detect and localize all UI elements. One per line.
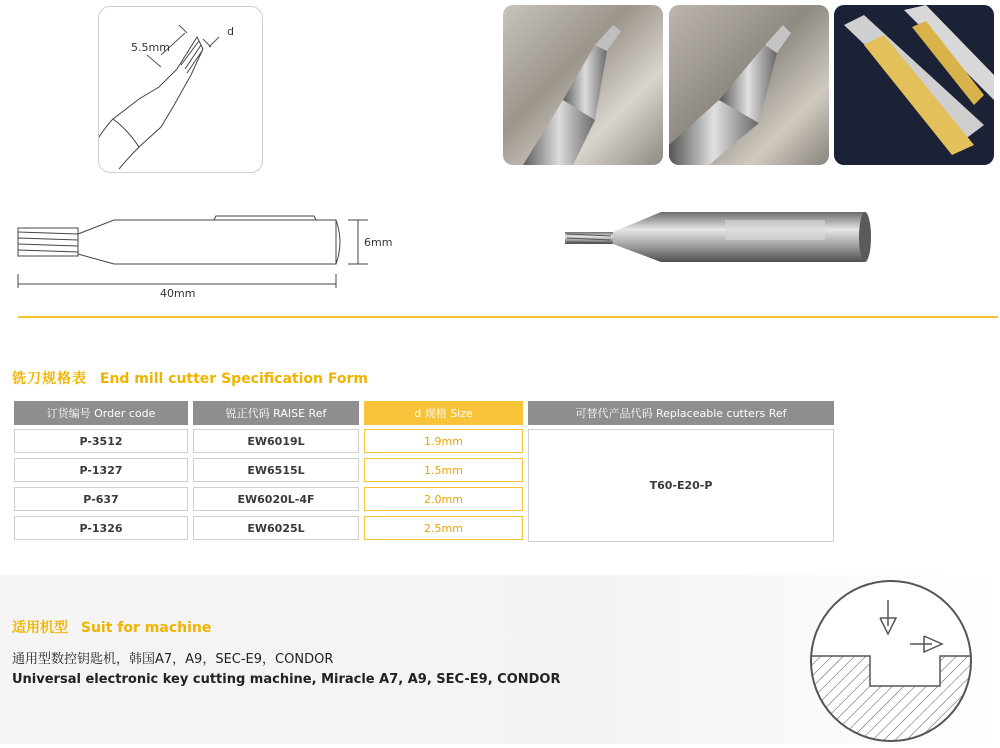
cell-order-code: P-1327 bbox=[14, 458, 188, 482]
cutting-diagram bbox=[808, 578, 974, 744]
suit-title bbox=[12, 617, 211, 637]
cell-raise-ref: EW6025L bbox=[193, 516, 359, 540]
cutting-diagram-image bbox=[808, 578, 974, 744]
suit-title-en: Suit for machine bbox=[80, 620, 212, 636]
cell-replaceable: T60-E20-P bbox=[528, 429, 834, 542]
cell-size: 2.0mm bbox=[364, 487, 523, 511]
cutter-photo-1 bbox=[503, 5, 663, 165]
cutter-photo-2 bbox=[669, 5, 829, 165]
key-photo bbox=[834, 5, 994, 165]
spec-title-en: End mill cutter Specification Form bbox=[99, 371, 368, 387]
spec-title bbox=[12, 368, 368, 388]
spec-title-cn: 铣刀规格表 bbox=[12, 371, 87, 387]
cell-order-code: P-637 bbox=[14, 487, 188, 511]
dim-shank-label: 5.5mm bbox=[131, 41, 170, 54]
cutter-photo-2-image bbox=[669, 5, 829, 165]
dim-d-label: d bbox=[227, 25, 234, 38]
suit-title-cn: 适用机型 bbox=[12, 620, 68, 636]
cutter-photo-1-image bbox=[503, 5, 663, 165]
cutter-side-sketch bbox=[14, 200, 404, 300]
cell-raise-ref: EW6020L-4F bbox=[193, 487, 359, 511]
header-raise-ref: 锐正代码 RAISE Ref bbox=[193, 401, 359, 425]
cell-size: 1.9mm bbox=[364, 429, 523, 453]
dim-length-label: 40mm bbox=[160, 287, 196, 300]
dim-height-label: 6mm bbox=[364, 236, 393, 249]
header-replaceable: 可替代产品代码 Replaceable cutters Ref bbox=[528, 401, 834, 425]
cutter-tip-drawing bbox=[98, 6, 263, 173]
header-size: d 规格 Size bbox=[364, 401, 523, 425]
suit-line-en: Universal electronic key cutting machine, Miracle A7, A9, SEC-E9, CONDOR bbox=[12, 672, 561, 687]
key-photo-image bbox=[834, 5, 994, 165]
cutter-side-photo-image bbox=[565, 210, 880, 265]
section-divider bbox=[18, 316, 998, 318]
cutter-side-drawing bbox=[14, 200, 404, 300]
header-order-code: 订货编号 Order code bbox=[14, 401, 188, 425]
suit-line-cn: 通用型数控钥匙机，韩国A7，A9，SEC-E9，CONDOR bbox=[12, 652, 334, 667]
spec-table bbox=[14, 401, 834, 546]
cell-order-code: P-1326 bbox=[14, 516, 188, 540]
cutter-tip-sketch bbox=[99, 7, 262, 172]
cell-raise-ref: EW6515L bbox=[193, 458, 359, 482]
cell-raise-ref: EW6019L bbox=[193, 429, 359, 453]
cell-order-code: P-3512 bbox=[14, 429, 188, 453]
cell-size: 2.5mm bbox=[364, 516, 523, 540]
cutter-side-photo bbox=[565, 210, 880, 265]
cell-size: 1.5mm bbox=[364, 458, 523, 482]
